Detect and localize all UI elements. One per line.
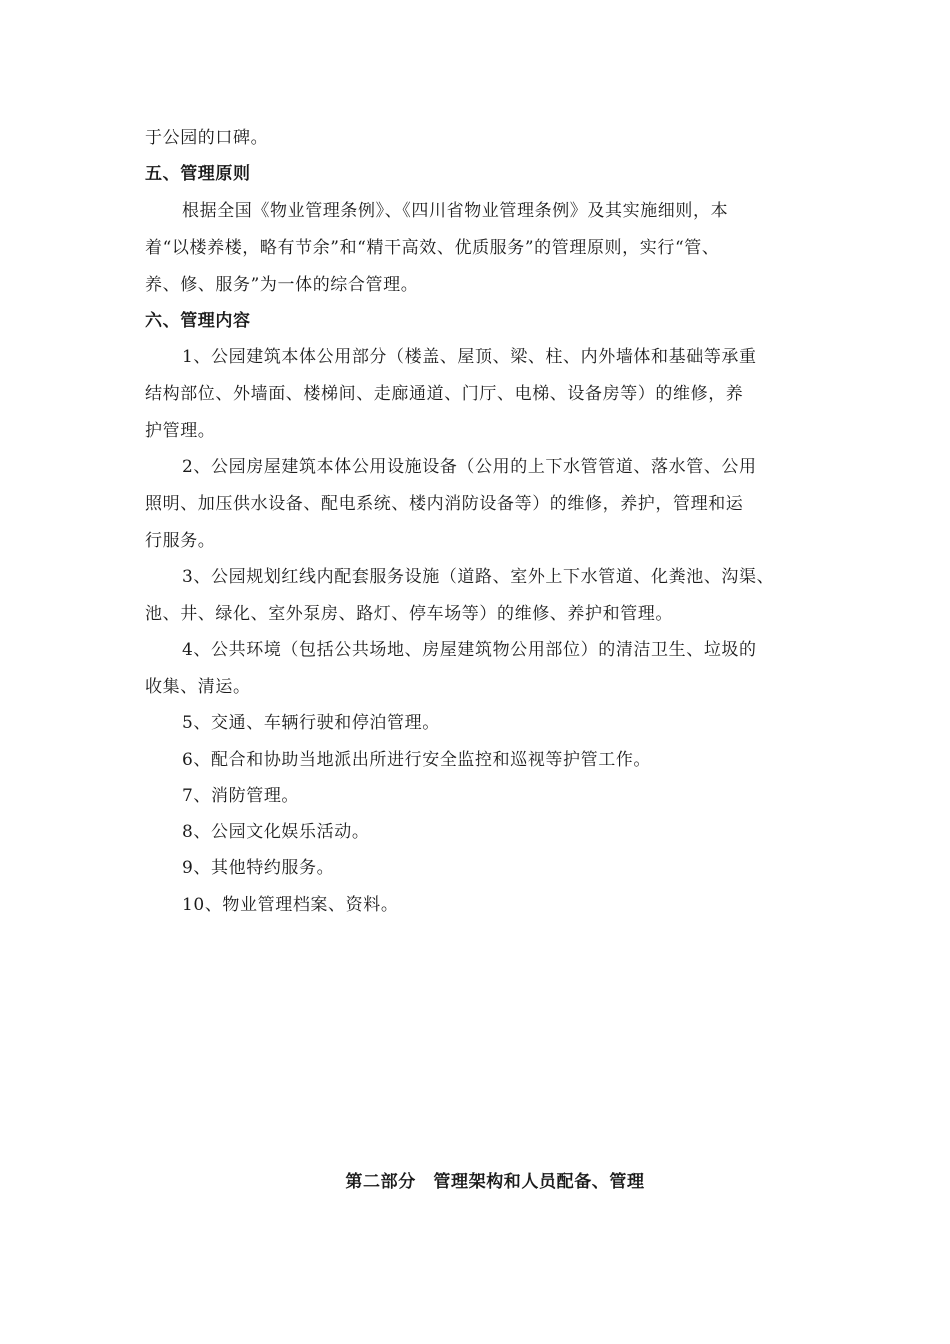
list-item-line: 收集、清运。 <box>145 677 251 697</box>
list-item-line: 10、物业管理档案、资料。 <box>182 895 399 915</box>
list-item-line: 3、公园规划红线内配套服务设施（道路、室外上下水管道、化粪池、沟渠、 <box>182 567 775 587</box>
list-item-line: 池、井、绿化、室外泵房、路灯、停车场等）的维修、养护和管理。 <box>145 604 673 624</box>
paragraph-line: 于公园的口碑。 <box>145 128 269 148</box>
paragraph-line: 根据全国《物业管理条例》、《四川省物业管理条例》及其实施细则，本 <box>182 201 729 221</box>
list-item-line: 行服务。 <box>145 531 216 551</box>
list-item-line: 6、配合和协助当地派出所进行安全监控和巡视等护管工作。 <box>182 750 652 770</box>
list-item-line: 8、公园文化娱乐活动。 <box>182 822 370 842</box>
heading-management-content: 六、管理内容 <box>145 311 251 331</box>
heading-management-principles: 五、管理原则 <box>145 164 251 184</box>
section-title: 第二部分 管理架构和人员配备、管理 <box>345 1172 645 1192</box>
list-item-line: 1、公园建筑本体公用部分（楼盖、屋顶、梁、柱、内外墙体和基础等承重 <box>182 347 757 367</box>
list-item-line: 护管理。 <box>145 421 216 441</box>
paragraph-line: 着“以楼养楼，略有节余”和“精干高效、优质服务”的管理原则，实行“管、 <box>145 238 720 258</box>
list-item-line: 2、公园房屋建筑本体公用设施设备（公用的上下水管管道、落水管、公用 <box>182 457 757 477</box>
list-item-line: 5、交通、车辆行驶和停泊管理。 <box>182 713 440 733</box>
paragraph-line: 养、修、服务”为一体的综合管理。 <box>145 275 419 295</box>
list-item-line: 4、公共环境（包括公共场地、房屋建筑物公用部位）的清洁卫生、垃圾的 <box>182 640 757 660</box>
list-item-line: 结构部位、外墙面、楼梯间、走廊通道、门厅、电梯、设备房等）的维修，养 <box>145 384 744 404</box>
list-item-line: 照明、加压供水设备、配电系统、楼内消防设备等）的维修，养护，管理和运 <box>145 494 744 514</box>
list-item-line: 7、消防管理。 <box>182 786 300 806</box>
list-item-line: 9、其他特约服务。 <box>182 858 335 878</box>
